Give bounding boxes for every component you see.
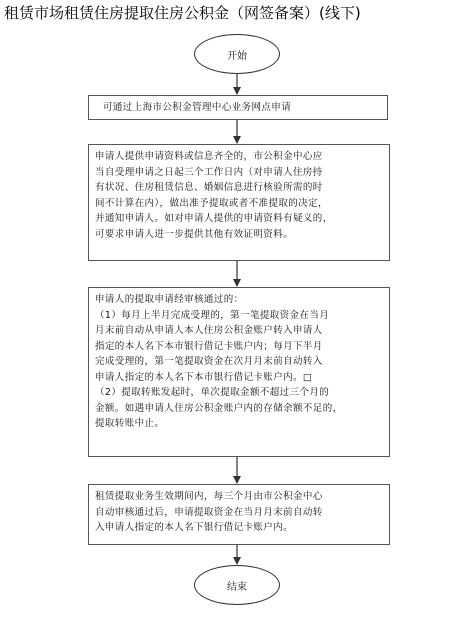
step-2-line: 当自受理申请之日起三个工作日内（对申请人住房持 [95, 166, 323, 178]
step-3-line: 指定的本人名下本市银行借记卡账户内；每月下半月 [95, 340, 323, 352]
step-3-line: （1）每月上半月完成受理的，第一笔提取资金在当月 [95, 309, 330, 321]
step-2-line: 申请人提供申请资料或信息齐全的，市公积金中心应 [95, 151, 323, 162]
page-title: 租赁市场租赁住房提取住房公积金（网签备案）(线下) [4, 4, 361, 22]
step-3-line: 申请人的提取申请经审核通过的： [95, 294, 244, 305]
step-1-box [88, 95, 388, 120]
step-3-box [88, 287, 390, 457]
step-3-line: 完成受理的，第一笔提取资金在次月月末前自动转入 [95, 356, 323, 367]
step-4-line: 自动审核通过后，申请提取资金在当月月末前自动转 [95, 506, 323, 518]
step-3-line: 申请人指定的本人名下本市银行借记卡账户内。□ [95, 371, 313, 383]
step-2-box [88, 144, 390, 261]
step-3-line: 提取转账中止。 [95, 418, 165, 429]
end-node [194, 565, 280, 605]
step-4-line: 入申请人指定的本人名下银行借记卡账户内。 [95, 522, 294, 533]
start-node [194, 34, 280, 74]
step-3-line: （2）提取转账发起时，单次提取金额不超过三个月的 [95, 387, 330, 398]
end-label: 结束 [227, 581, 247, 593]
step-2-line: 间不计算在内），做出准予提取或者不准提取的决定， [95, 197, 328, 209]
step-1-text: 可通过上海市公积金管理中心业务网点申请 [103, 101, 292, 113]
step-3-line: 月末前自动从申请人本人住房公积金账户转入申请人 [95, 325, 323, 336]
start-label: 开始 [227, 50, 247, 62]
step-3-line: 金额。如遇申请人住房公积金账户内的存储余额不足的， [95, 402, 343, 414]
step-2-line: 有状况、住房租赁信息、婚姻信息进行核验所需的时 [95, 182, 323, 193]
step-2-line: 可要求申请人进一步提供其他有效证明资料。 [95, 228, 294, 240]
step-2-line: 并通知申请人。如对申请人提供的申请资料有疑义的， [95, 213, 333, 224]
step-4-box [88, 484, 390, 545]
step-4-line: 租赁提取业务生效期间内，每三个月由市公积金中心 [95, 491, 323, 502]
